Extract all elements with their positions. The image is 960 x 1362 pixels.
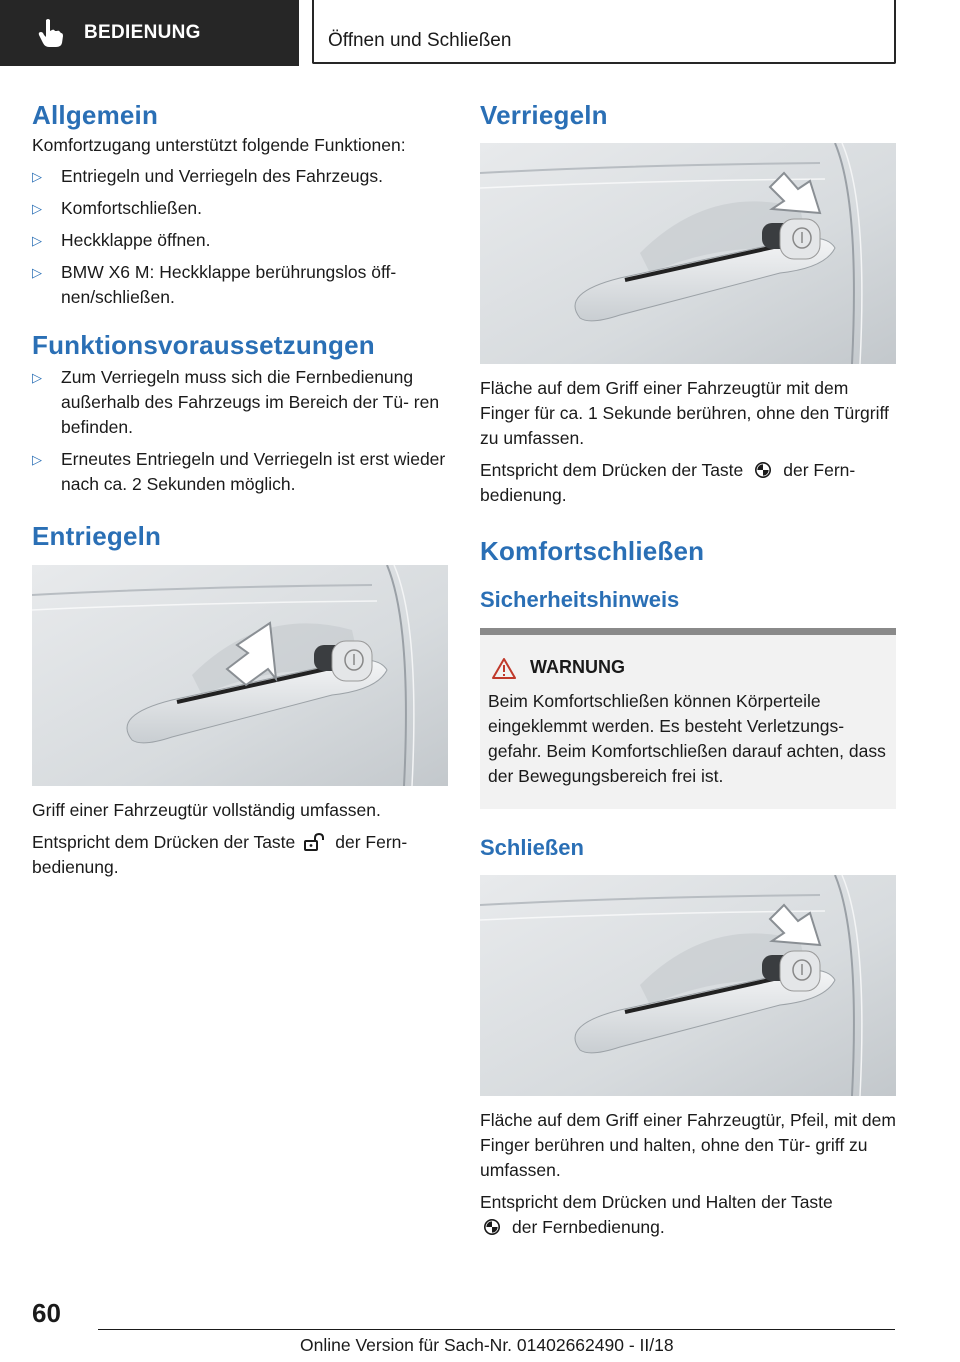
list-item: ▷ Erneutes Entriegeln und Verriegeln ist erst wieder nach ca. 2 Sekunden möglich. <box>32 449 446 495</box>
heading-schliessen: Schließen <box>480 834 584 860</box>
page-header <box>0 0 960 66</box>
list-item: ▷ Zum Verriegeln muss sich die Fernbedienung außerhalb des Fahrzeugs im Bereich der Tü‐ ren befinden. <box>32 367 440 438</box>
heading-allgemein: Allgemein <box>32 100 159 130</box>
chapter-title: Öffnen und Schließen <box>328 30 512 51</box>
warning-text: Beim Komfortschließen können Körperteile eingeklemmt werden. Es besteht Verletzungs‐ gefahr. Beim Komfortschließen darauf achten, dass der Bewegungsbereich frei ist. <box>488 690 886 786</box>
triangle-bullet-icon: ▷ <box>32 233 42 249</box>
list-item: ▷ Heckklappe öffnen. <box>32 228 448 253</box>
bmw-lock-button-icon <box>480 1218 504 1236</box>
warning-box <box>480 628 896 809</box>
triangle-bullet-icon: ▷ <box>32 169 42 185</box>
key-text-schliessen: Entspricht dem Drücken und Halten der Taste der Fernbedienung. <box>480 1192 833 1238</box>
left-column <box>32 100 448 880</box>
heading-komfortschliessen: Komfortschließen <box>480 536 705 567</box>
intro-text: Komfortzugang unterstützt folgende Funktionen: <box>32 135 406 156</box>
page-number: 60 <box>32 1298 61 1328</box>
list-item: ▷ Entriegeln und Verriegeln des Fahrzeugs. <box>32 164 448 189</box>
bmw-lock-button-icon <box>751 461 775 479</box>
caption-schliessen: Fläche auf dem Griff einer Fahrzeugtür, Pfeil, mit dem Finger berühren und halten, ohne den Tür‐ griff zu umfassen. <box>480 1110 896 1181</box>
heading-sicherheitshinweis: Sicherheitshinweis <box>480 587 680 613</box>
hand-pointer-icon <box>38 18 64 48</box>
triangle-bullet-icon: ▷ <box>32 201 42 217</box>
triangle-bullet-icon: ▷ <box>32 370 42 386</box>
footer-divider <box>98 1329 895 1330</box>
key-text-entriegeln: Entspricht dem Drücken der Taste der Fern‐ bedienung. <box>32 831 408 877</box>
heading-entriegeln: Entriegeln <box>32 521 162 552</box>
door-handle-photo-schliessen <box>480 875 896 1096</box>
heading-verriegeln: Verriegeln <box>480 100 608 130</box>
caption-verriegeln: Fläche auf dem Griff einer Fahrzeugtür mit dem Finger für ca. 1 Sekunde berühren, ohne den Türgriff zu umfassen. <box>480 378 889 449</box>
key-text-verriegeln: Entspricht dem Drücken der Taste der Fern‐ bedienung. <box>480 460 856 506</box>
chapter-tab <box>312 0 896 64</box>
right-column <box>480 100 896 1240</box>
door-handle-photo-entriegeln <box>32 565 448 786</box>
warning-triangle-icon <box>492 657 516 679</box>
features-list <box>32 164 448 310</box>
warning-title: WARNUNG <box>492 657 888 679</box>
unlock-icon <box>303 833 327 851</box>
heading-funktionsvoraussetzungen: Funktionsvoraussetzungen <box>32 330 375 361</box>
footer-version-text: Online Version für Sach-Nr. 01402662490 - II/18 <box>300 1335 674 1355</box>
triangle-bullet-icon: ▷ <box>32 452 42 468</box>
list-item: ▷ Komfortschließen. <box>32 196 448 221</box>
triangle-bullet-icon: ▷ <box>32 265 42 281</box>
section-tab <box>0 0 299 66</box>
section-title: BEDIENUNG <box>84 22 201 43</box>
list-item: ▷ BMW X6 M: Heckklappe berührungslos öff‐ nen/schließen. <box>32 262 397 308</box>
requirements-list <box>32 365 448 497</box>
caption-entriegeln: Griff einer Fahrzeugtür vollständig umfassen. <box>32 799 381 820</box>
door-handle-photo-verriegeln <box>480 143 896 364</box>
